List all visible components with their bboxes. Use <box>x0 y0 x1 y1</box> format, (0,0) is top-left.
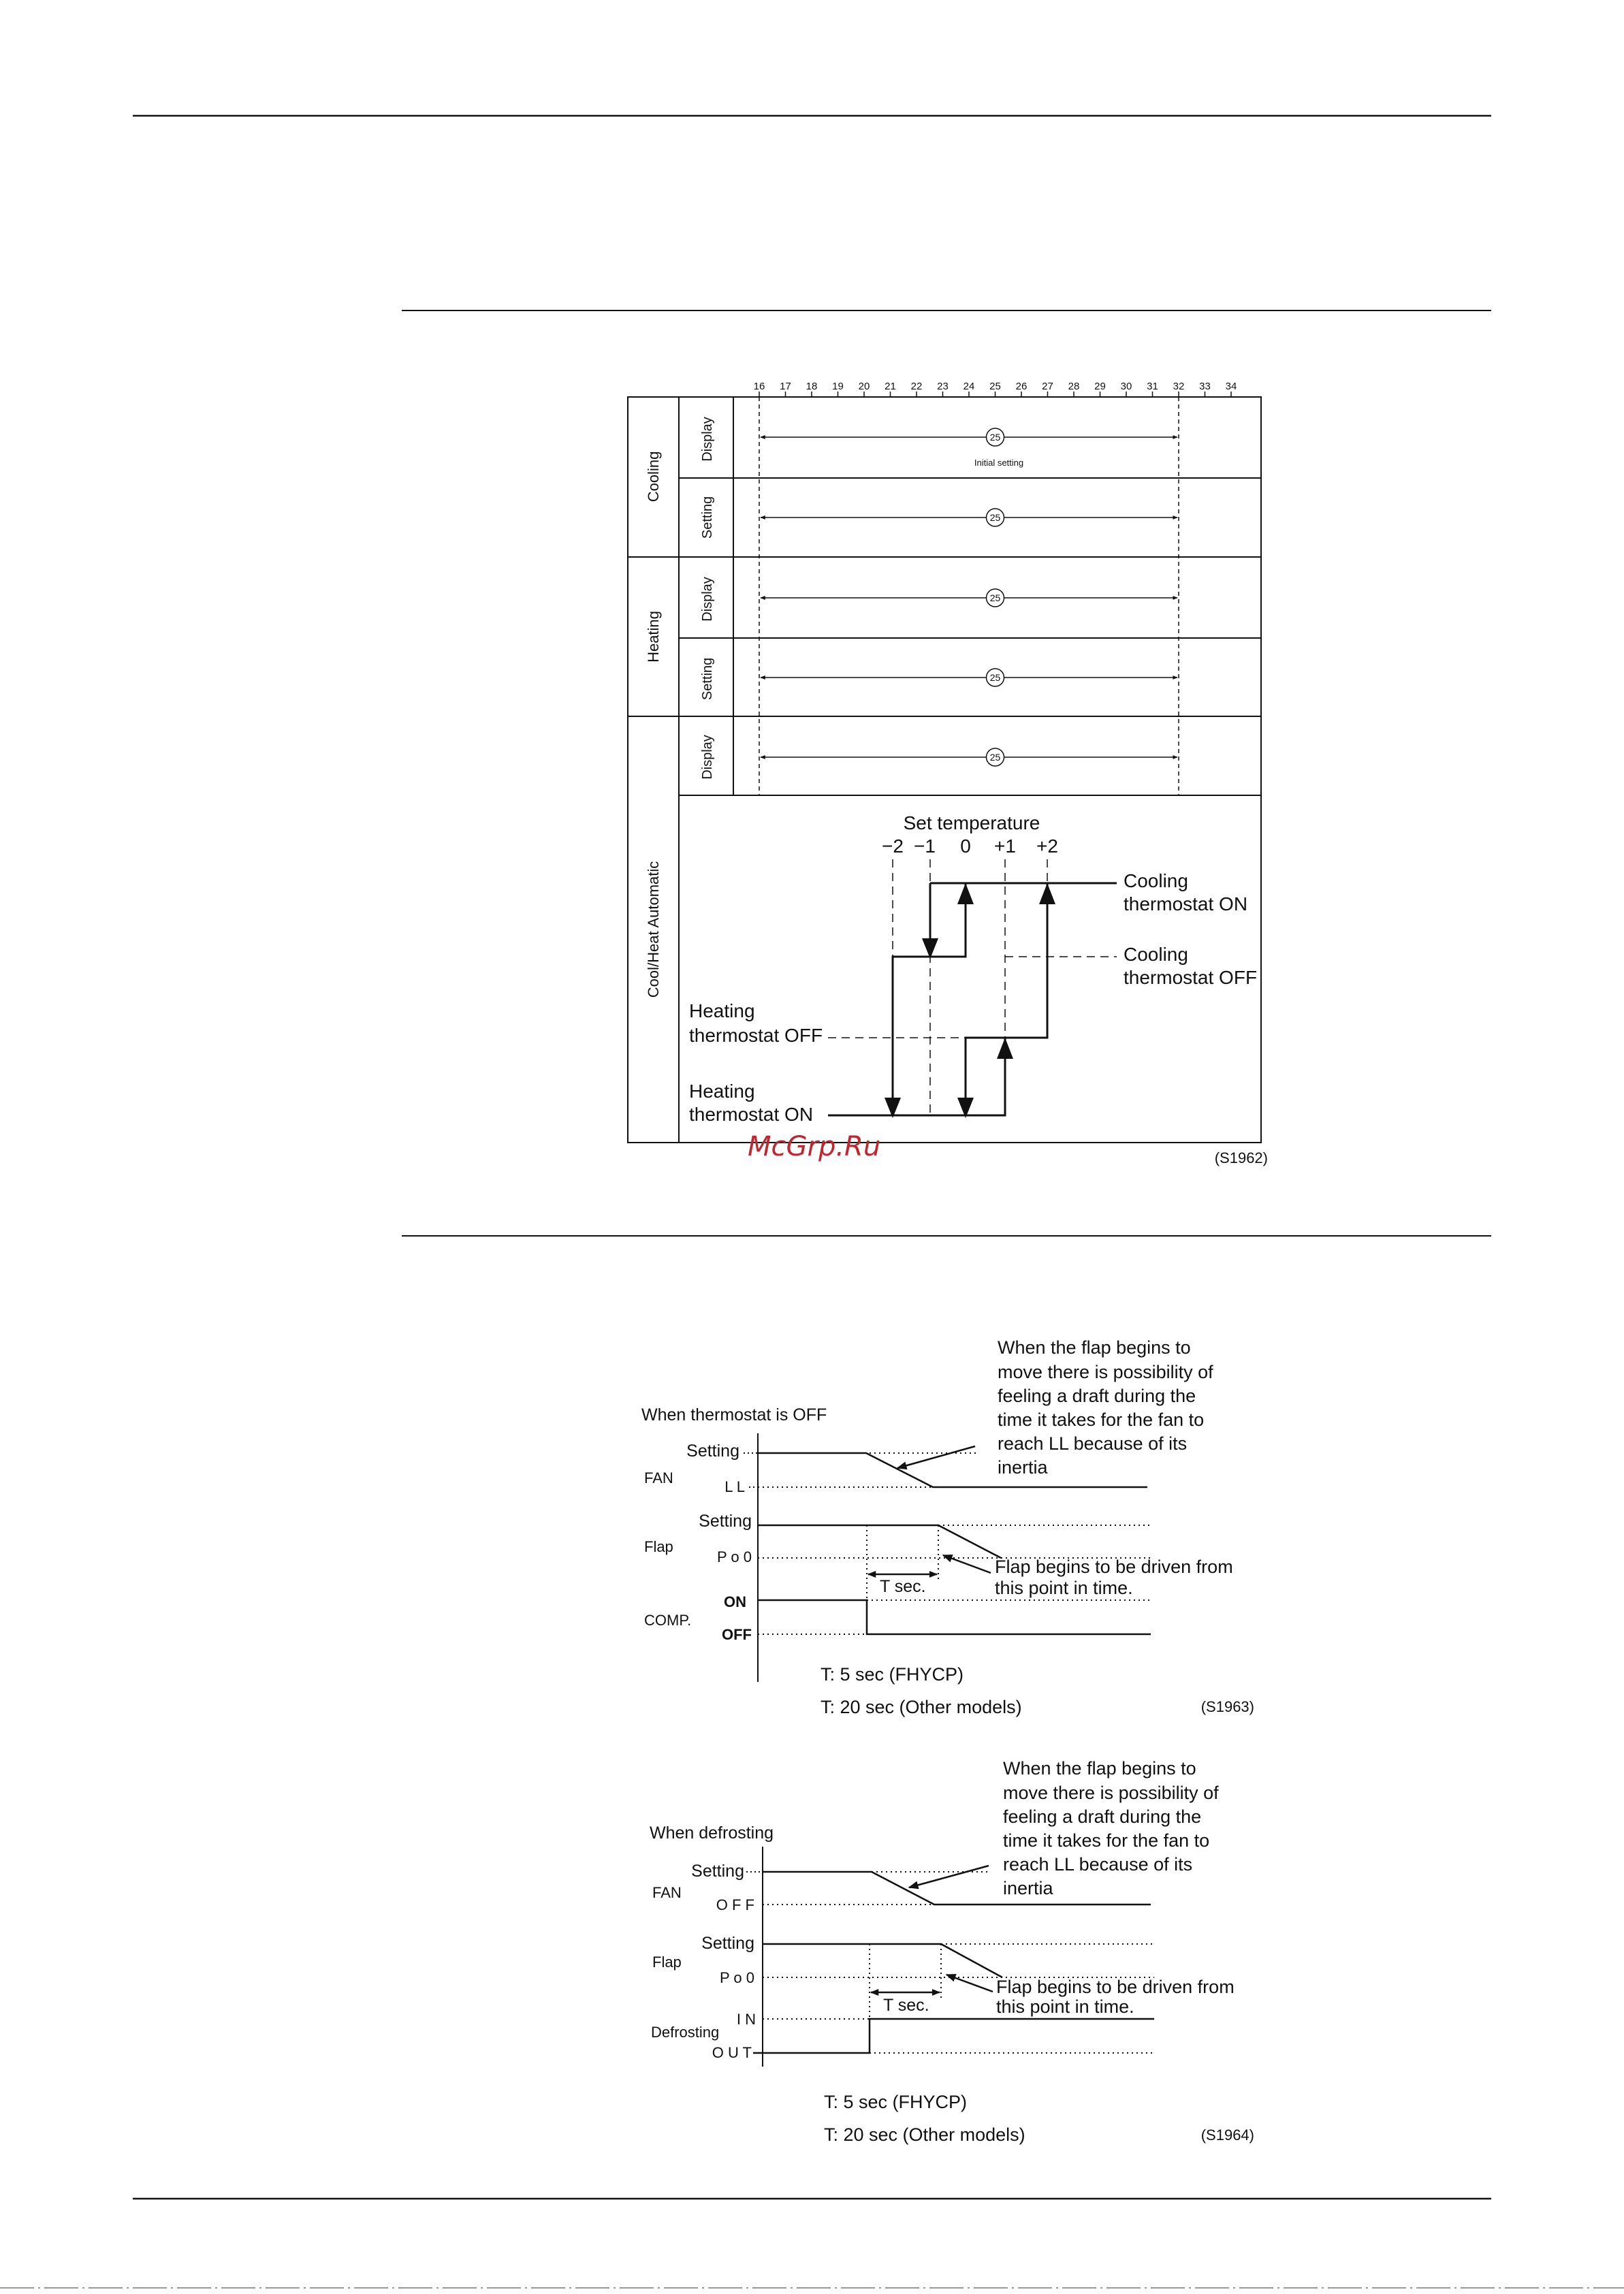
timing2-defrost-high: I N <box>736 2011 756 2028</box>
timing2-flap-note-2: this point in time. <box>996 1996 1134 2017</box>
scale-tick-label: 25 <box>989 381 1001 392</box>
offset-label-0: −2 <box>882 835 904 857</box>
scale-tick-label: 29 <box>1094 381 1106 392</box>
timing1-t-value-1: T: 5 sec (FHYCP) <box>821 1664 964 1685</box>
timing2-fan-signal <box>763 1872 1151 1905</box>
timing1-fan-high: Setting <box>686 1441 739 1461</box>
scale-tick-label: 24 <box>963 381 975 392</box>
timing2-note-line-2: move there is possibility of <box>1003 1783 1219 1803</box>
scale-tick-label: 34 <box>1225 381 1237 392</box>
timing2-flap-signal <box>763 1944 1002 1977</box>
label-cooling-off-2: thermostat OFF <box>1124 967 1258 988</box>
timing2-note-line-4: time it takes for the fan to <box>1003 1830 1210 1851</box>
heating-on-line <box>828 1038 1005 1115</box>
timing2-defrost-label: Defrosting <box>651 2024 720 2041</box>
timing2-fan-high: Setting <box>691 1862 744 1881</box>
offset-label-4: +2 <box>1036 835 1058 857</box>
timing2-title: When defrosting <box>650 1823 774 1843</box>
range-arrows <box>761 428 1177 766</box>
arrow-up-plus2 <box>1039 883 1055 904</box>
timing2-draft-arrow <box>909 1866 989 1887</box>
label-cooling-off-1: Cooling <box>1124 944 1188 965</box>
timing2-flap-high: Setting <box>701 1934 754 1953</box>
initial-setting-note: Initial setting <box>974 458 1024 468</box>
offset-labels <box>882 835 1058 857</box>
watermark: McGrp.Ru <box>748 1131 881 1162</box>
cooling-hysteresis-loop <box>893 883 930 1115</box>
reference-s1962: (S1962) <box>1214 1149 1268 1166</box>
scale-tick-label: 20 <box>858 381 870 392</box>
scale-tick-label: 21 <box>885 381 896 392</box>
arrow-up-plus1 <box>997 1038 1013 1059</box>
scale-tick-label: 31 <box>1147 381 1158 392</box>
timing1-t-label: T sec. <box>880 1577 926 1596</box>
scale-tick-label: 22 <box>910 381 923 392</box>
initial-value-label-0: 25 <box>989 432 1001 443</box>
timing-chart-thermostat-off <box>641 1337 1254 1717</box>
scale-tick-label: 32 <box>1173 381 1185 392</box>
timing1-comp-signal <box>758 1600 1151 1634</box>
timing2-defrost-low: O U T <box>712 2044 752 2061</box>
timing2-flap-low: P o 0 <box>720 1969 754 1986</box>
timing1-note <box>998 1337 1213 1478</box>
timing1-comp-label: COMP. <box>644 1612 692 1629</box>
label-heating-off-2: thermostat OFF <box>689 1025 823 1046</box>
arrow-up-zero <box>957 883 974 904</box>
offset-label-3: +1 <box>994 835 1016 857</box>
timing1-flap-arrow <box>943 1555 991 1573</box>
scale-tick-label: 28 <box>1068 381 1080 392</box>
timing1-fan-signal <box>758 1453 1147 1487</box>
timing1-comp-high: ON <box>724 1593 746 1610</box>
group-label-auto: Cool/Heat Automatic <box>645 861 662 998</box>
temperature-range-diagram <box>628 381 1268 1166</box>
row-label-heating-setting: Setting <box>700 657 715 701</box>
timing2-flap-label: Flap <box>652 1954 682 1971</box>
timing2-t-value-1: T: 5 sec (FHYCP) <box>824 2092 968 2112</box>
label-cooling-on-2: thermostat ON <box>1124 893 1248 914</box>
offset-label-2: 0 <box>960 835 971 857</box>
row-label-cooling-setting: Setting <box>700 496 715 539</box>
timing1-comp-low: OFF <box>722 1626 752 1643</box>
label-heating-off-1: Heating <box>689 1000 755 1021</box>
scale-tick-label: 27 <box>1042 381 1053 392</box>
timing2-defrost-signal <box>753 2019 1154 2053</box>
mid-step-loop <box>930 883 966 957</box>
temperature-scale <box>754 381 1245 397</box>
scale-tick-label: 19 <box>832 381 844 392</box>
timing1-t-value-2: T: 20 sec (Other models) <box>821 1697 1022 1717</box>
timing2-t-label: T sec. <box>883 1996 929 2015</box>
timing2-note-line-6: inertia <box>1003 1878 1053 1898</box>
timing2-t-value-2: T: 20 sec (Other models) <box>824 2124 1025 2145</box>
group-label-heating: Heating <box>645 611 662 663</box>
label-heating-on-2: thermostat ON <box>689 1104 814 1125</box>
timing1-note-line-2: move there is possibility of <box>998 1362 1213 1382</box>
timing1-fan-low: L L <box>725 1478 745 1495</box>
auto-hysteresis-diagram <box>689 812 1257 1125</box>
initial-value-label-1: 25 <box>989 512 1001 523</box>
timing-chart-defrosting <box>650 1758 1254 2145</box>
initial-value-label-3: 25 <box>989 672 1001 683</box>
label-cooling-on-1: Cooling <box>1124 870 1188 891</box>
timing1-note-line-6: inertia <box>998 1457 1048 1478</box>
timing2-note-line-5: reach LL because of its <box>1003 1854 1193 1875</box>
scale-tick-label: 26 <box>1015 381 1028 392</box>
timing1-title: When thermostat is OFF <box>641 1405 827 1424</box>
timing2-note-line-3: feeling a draft during the <box>1003 1806 1202 1827</box>
timing1-flap-label: Flap <box>644 1538 673 1555</box>
timing1-fan-label: FAN <box>644 1469 673 1486</box>
timing1-flap-low: P o 0 <box>717 1548 752 1565</box>
timing2-flap-note-1: Flap begins to be driven from <box>996 1977 1235 1997</box>
scale-tick-label: 33 <box>1199 381 1211 392</box>
timing2-flap-arrow <box>946 1975 993 1992</box>
row-label-auto-display: Display <box>700 735 715 780</box>
timing1-note-line-5: reach LL because of its <box>998 1433 1188 1454</box>
row-label-cooling-display: Display <box>700 417 715 462</box>
timing2-note <box>1003 1758 1219 1898</box>
scale-tick-label: 18 <box>806 381 818 392</box>
scale-tick-label: 30 <box>1120 381 1132 392</box>
timing2-note-line-1: When the flap begins to <box>1003 1758 1196 1779</box>
offset-label-1: −1 <box>914 835 936 857</box>
timing1-flap-high: Setting <box>699 1512 752 1531</box>
timing1-flap-note-2: this point in time. <box>995 1578 1133 1598</box>
heating-off-step <box>966 883 1047 1115</box>
timing2-fan-low: O F F <box>716 1896 754 1913</box>
timing1-draft-arrow <box>897 1446 975 1468</box>
set-temperature-title: Set temperature <box>903 812 1040 833</box>
timing1-note-line-1: When the flap begins to <box>998 1337 1191 1358</box>
label-heating-on-1: Heating <box>689 1081 755 1102</box>
reference-s1963: (S1963) <box>1200 1698 1254 1715</box>
timing1-note-line-4: time it takes for the fan to <box>998 1409 1205 1430</box>
scale-tick-label: 16 <box>753 381 765 392</box>
reference-s1964: (S1964) <box>1200 2126 1254 2144</box>
row-label-heating-display: Display <box>700 577 715 622</box>
timing2-fan-label: FAN <box>652 1884 682 1901</box>
scale-tick-label: 23 <box>937 381 949 392</box>
initial-value-label-2: 25 <box>989 592 1001 603</box>
timing1-note-line-3: feeling a draft during the <box>998 1386 1196 1406</box>
timing1-flap-signal <box>758 1525 1001 1558</box>
scale-tick-label: 17 <box>780 381 791 392</box>
initial-value-label-4: 25 <box>989 752 1001 763</box>
timing1-flap-note-1: Flap begins to be driven from <box>995 1557 1233 1577</box>
group-label-cooling: Cooling <box>645 451 662 503</box>
